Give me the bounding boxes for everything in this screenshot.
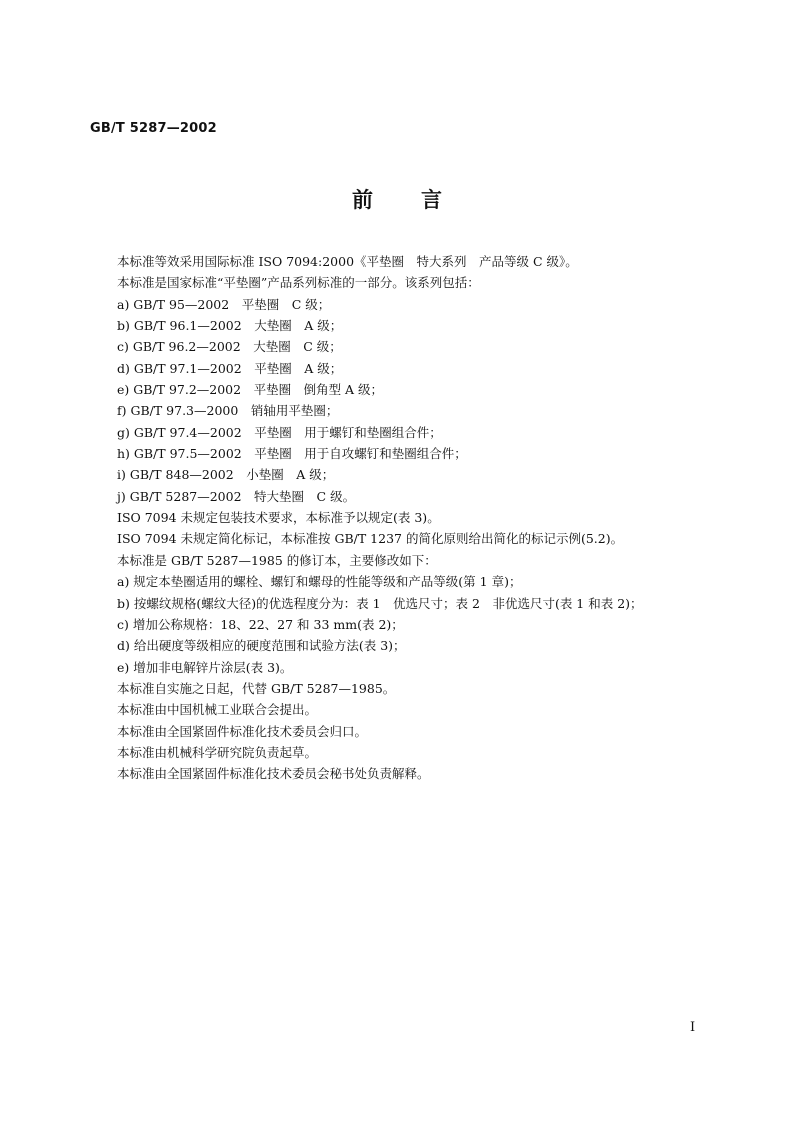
text-line: 本标准由中国机械工业联合会提出。 <box>117 702 318 718</box>
text-line: 本标准自实施之日起，代替 GB/T 5287—1985。 <box>117 680 396 696</box>
text-line: 本标准由机械科学研究院负责起草。 <box>117 744 318 760</box>
text-line: 本标准是国家标准“平垫圈”产品系列标准的一部分。该系列包括： <box>117 275 480 291</box>
document-id: GB/T 5287—2002 <box>90 121 217 136</box>
list-item: a) GB/T 95—2002 平垫圈 C 级； <box>117 296 331 312</box>
list-item: g) GB/T 97.4—2002 平垫圈 用于螺钉和垫圈组合件； <box>117 424 442 440</box>
text-line: 本标准由全国紧固件标准化技术委员会秘书处负责解释。 <box>117 766 430 782</box>
list-item: a) 规定本垫圈适用的螺栓、螺钉和螺母的性能等级和产品等级(第 1 章)； <box>117 574 522 590</box>
list-item: j) GB/T 5287—2002 特大垫圈 C 级。 <box>117 488 356 504</box>
preface-body <box>117 251 737 785</box>
text-line: 本标准等效采用国际标准 ISO 7094:2000《平垫圈 特大系列 产品等级 C 级》。 <box>117 254 578 269</box>
list-item: c) 增加公称规格：18、22、27 和 33 mm(表 2)； <box>117 616 404 632</box>
list-item: e) 增加非电解锌片涂层(表 3)。 <box>117 659 293 675</box>
list-item: i) GB/T 848—2002 小垫圈 A 级； <box>117 467 335 483</box>
list-item: b) GB/T 96.1—2002 大垫圈 A 级； <box>117 318 343 334</box>
list-item: e) GB/T 97.2—2002 平垫圈 倒角型 A 级； <box>117 382 384 398</box>
text-line: 本标准是 GB/T 5287—1985 的修订本，主要修改如下： <box>117 552 437 568</box>
list-item: c) GB/T 96.2—2002 大垫圈 C 级； <box>117 339 342 355</box>
list-item: h) GB/T 97.5—2002 平垫圈 用于自攻螺钉和垫圈组合件； <box>117 446 467 462</box>
list-item: d) GB/T 97.1—2002 平垫圈 A 级； <box>117 360 343 376</box>
list-item: f) GB/T 97.3—2000 销轴用平垫圈； <box>117 403 339 419</box>
page-title: 前言 <box>352 188 490 212</box>
text-line: 本标准由全国紧固件标准化技术委员会归口。 <box>117 723 368 739</box>
page-number: I <box>690 1020 696 1035</box>
list-item: d) 给出硬度等级相应的硬度范围和试验方法(表 3)； <box>117 638 406 654</box>
text-line: ISO 7094 未规定简化标记，本标准按 GB/T 1237 的简化原则给出简化的标记示例(5.2)。 <box>117 531 624 547</box>
list-item: b) 按螺纹规格(螺纹大径)的优选程度分为：表 1 优选尺寸；表 2 非优选尺寸(表 1 和表 2)； <box>117 595 643 611</box>
text-line: ISO 7094 未规定包装技术要求，本标准予以规定(表 3)。 <box>117 510 440 526</box>
